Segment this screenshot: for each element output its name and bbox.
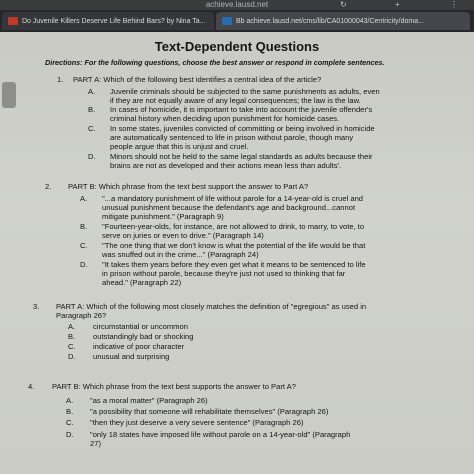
page-title: Text-Dependent Questions: [154, 39, 320, 54]
option-4a[interactable]: "as a moral matter" (Paragraph 26): [90, 396, 208, 405]
menu-icon[interactable]: ⋮: [450, 0, 458, 9]
option-line: In cases of homicide, it is important to take into account the juvenile offender's: [110, 105, 373, 114]
option-1d[interactable]: [110, 152, 373, 170]
question-text: [56, 302, 366, 320]
option-4c[interactable]: "then they just deserve a very severe sentence" (Paragraph 26): [90, 418, 304, 427]
sidebar-toggle-button[interactable]: [2, 82, 16, 108]
option-line: unusual punishment because the defendant's age and background...cannot: [102, 203, 356, 212]
option-line: "only 18 states have imposed life without parole on a 14-year-old" (Paragraph: [90, 430, 351, 439]
option-line: 27): [90, 439, 101, 448]
option-letter: D.: [80, 260, 88, 269]
option-letter: D.: [88, 152, 96, 161]
option-line: "It takes them years before they even get what it means to be sentenced to life: [102, 260, 366, 269]
option-4d[interactable]: [90, 430, 350, 448]
directions: Directions: For the following questions, choose the best answer or respond in complete sentences.: [45, 58, 385, 67]
browser-url-bar[interactable]: [0, 0, 474, 10]
option-line: Juvenile criminals should be subjected to the same punishments as adults, even: [110, 87, 380, 96]
reload-icon[interactable]: ↻: [340, 0, 347, 9]
option-letter: C.: [66, 418, 74, 427]
question-number: 1.: [57, 75, 64, 84]
option-letter: B.: [80, 222, 88, 231]
question-number: 2.: [45, 182, 52, 191]
option-letter: D.: [66, 430, 74, 439]
option-3c[interactable]: indicative of poor character: [93, 342, 185, 351]
url-text: achieve.lausd.net: [205, 0, 269, 9]
tab-favicon-icon: [8, 17, 18, 25]
option-3b[interactable]: outstandingly bad or shocking: [93, 332, 194, 341]
option-letter: D.: [68, 352, 76, 361]
option-2d[interactable]: [102, 260, 366, 287]
option-line: mitigate punishment." (Paragraph 9): [102, 212, 224, 221]
option-letter: C.: [80, 241, 88, 250]
option-2b[interactable]: [102, 222, 364, 240]
option-line: people argue that this is unjust and cruel.: [110, 142, 249, 151]
option-letter: A.: [88, 87, 96, 96]
question-text: PART B: Which phrase from the text best supports the answer to Part A?: [52, 382, 296, 391]
question-line: Paragraph 26?: [56, 311, 107, 320]
option-line: ahead." (Paragraph 22): [102, 278, 182, 287]
option-line: "The one thing that we don't know is what the potential of the life would be that: [102, 241, 366, 250]
option-line: "Fourteen-year-olds, for instance, are not allowed to drink, to marry, to vote, to: [102, 222, 365, 231]
question-line: PART A: Which of the following most closely matches the definition of "egregious" as used in: [56, 302, 367, 311]
option-letter: B.: [68, 332, 76, 341]
option-1c[interactable]: [110, 124, 375, 151]
option-letter: B.: [66, 407, 74, 416]
option-line: brains are not as developed and their actions mean less than adults'.: [110, 161, 342, 170]
option-4b[interactable]: "a possibility that someone will rehabilitate themselves" (Paragraph 26): [90, 407, 329, 416]
tab-bar: [0, 10, 474, 32]
option-3d[interactable]: unusual and surprising: [93, 352, 170, 361]
option-letter: A.: [66, 396, 74, 405]
question-number: 3.: [33, 302, 40, 311]
option-1a[interactable]: [110, 87, 380, 105]
option-line: in prison without parole, because they're just not used to thinking that far: [102, 269, 346, 278]
option-line: are automatically sentenced to life in prison without parole, though many: [110, 133, 354, 142]
option-letter: C.: [68, 342, 76, 351]
option-1b[interactable]: [110, 105, 372, 123]
option-line: serve on juries or even to drive." (Paragraph 14): [102, 231, 264, 240]
tab-blackboard[interactable]: [216, 12, 470, 30]
tab-label: Bb achieve.lausd.net/cms/lib/CA01000043/Centricity/doma...: [236, 17, 424, 25]
tab-label: Do Juvenile Killers Deserve Life Behind Bars? by Nina Ta...: [22, 17, 206, 25]
option-line: criminal history when deciding upon punishment for homicide cases.: [110, 114, 340, 123]
question-text: PART A: Which of the following best identifies a central idea of the article?: [73, 75, 322, 84]
option-letter: B.: [88, 105, 96, 114]
question-number: 4.: [28, 382, 35, 391]
document-page: [0, 32, 474, 474]
option-line: "...a mandatory punishment of life without parole for a 14-year-old is cruel and: [102, 194, 364, 203]
add-tab-icon[interactable]: +: [395, 0, 400, 9]
option-2c[interactable]: [102, 241, 365, 259]
option-letter: C.: [88, 124, 96, 133]
option-3a[interactable]: circumstantial or uncommon: [93, 322, 188, 331]
option-letter: A.: [68, 322, 76, 331]
tab-article[interactable]: [2, 12, 214, 30]
tab-favicon-icon: [222, 17, 232, 25]
option-letter: A.: [80, 194, 88, 203]
option-line: Minors should not be held to the same legal standards as adults because their: [110, 152, 373, 161]
option-line: if they are not equally aware of any legal consequences; the law is the law.: [110, 96, 361, 105]
option-2a[interactable]: [102, 194, 363, 221]
option-line: was snuffed out in the crime..." (Paragraph 24): [102, 250, 259, 259]
option-line: In some states, juveniles convicted of committing or being involved in homicide: [110, 124, 375, 133]
question-text: PART B: Which phrase from the text best support the answer to Part A?: [68, 182, 309, 191]
